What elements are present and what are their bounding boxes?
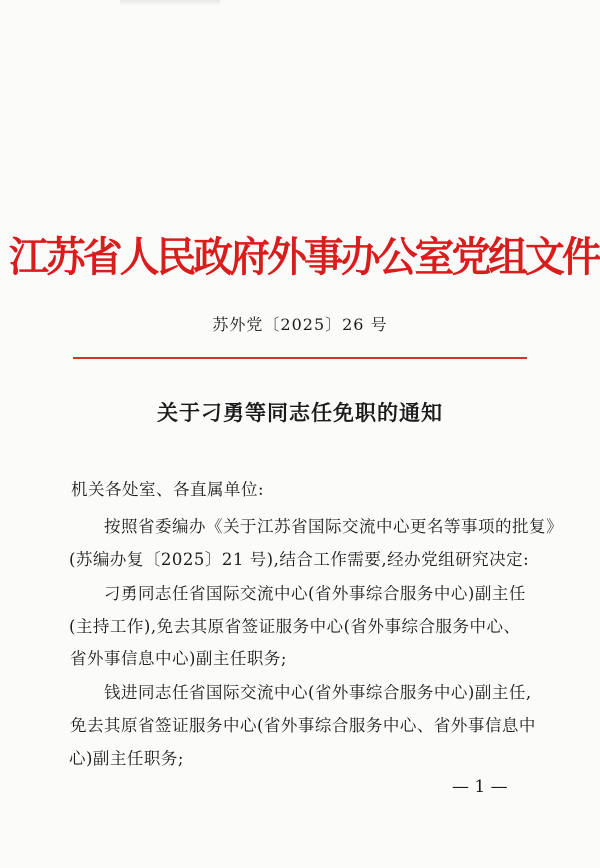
body-line: 按照省委编办《关于江苏省国际交流中心更名等事项的批复》 <box>104 517 563 536</box>
page-number: — 1 — <box>452 777 508 797</box>
body-line: (主持工作),免去其原省签证服务中心(省外事综合服务中心、 <box>69 617 521 636</box>
body-line: (苏编办复〔2025〕21 号),结合工作需要,经办党组研究决定: <box>69 550 530 569</box>
body-line: 心)副主任职务; <box>69 749 184 768</box>
salutation-line: 机关各处室、各直属单位: <box>71 480 265 499</box>
notice-title: 关于刁勇等同志任免职的通知 <box>157 400 443 425</box>
red-separator-line <box>73 357 527 359</box>
body-line: 刁勇同志任省国际交流中心(省外事综合服务中心)副主任 <box>104 584 526 603</box>
issuer-masthead: 江苏省人民政府外事办公室党组文件 <box>9 233 599 281</box>
document-number: 苏外党〔2025〕26 号 <box>212 315 388 334</box>
body-line: 免去其原省签证服务中心(省外事综合服务中心、省外事信息中 <box>70 716 536 735</box>
body-line: 钱进同志任省国际交流中心(省外事综合服务中心)副主任, <box>104 683 532 702</box>
scan-shadow <box>120 0 220 6</box>
body-line: 省外事信息中心)副主任职务; <box>70 649 287 668</box>
